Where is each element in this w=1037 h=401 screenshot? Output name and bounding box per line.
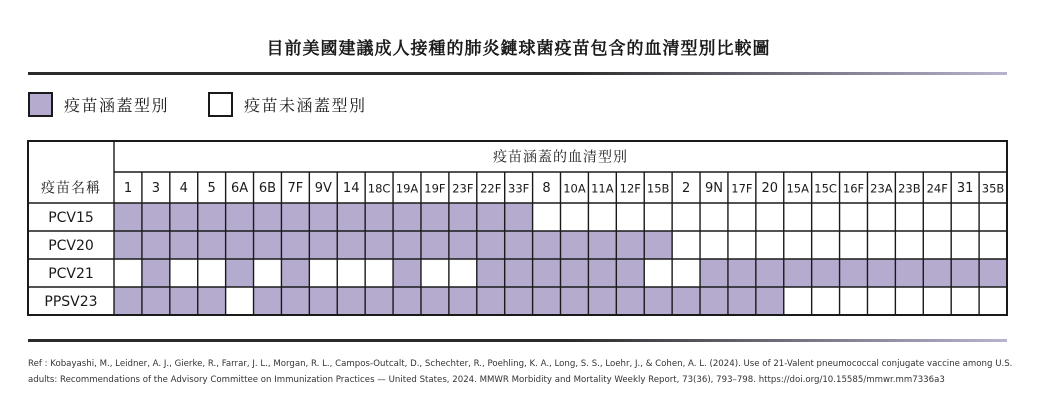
- vaccine-name: PPSV23: [44, 294, 98, 310]
- table-cell: [505, 231, 533, 259]
- table-cell: [505, 287, 533, 315]
- table-cell: [979, 203, 1007, 231]
- serotype-header: 9N: [704, 181, 723, 196]
- table-cell: [449, 203, 477, 231]
- serotype-header: 6A: [230, 181, 249, 196]
- table-cell: [170, 259, 198, 287]
- table-cell: [756, 259, 784, 287]
- serotype-header: 12F: [619, 181, 641, 196]
- table-cell: [533, 203, 561, 231]
- table-cell: [561, 203, 589, 231]
- table-cell: [700, 259, 728, 287]
- legend-not-covered-label: 疫苗未涵蓋型別: [244, 96, 367, 115]
- table-cell: [895, 287, 923, 315]
- table-cell: [142, 259, 170, 287]
- table-cell: [588, 231, 616, 259]
- table-cell: [644, 287, 672, 315]
- serotype-header: 23F: [452, 181, 474, 196]
- serotype-header: 33F: [508, 181, 530, 196]
- bottom-divider: [28, 339, 1007, 342]
- table-cell: [812, 259, 840, 287]
- table-cell: [198, 259, 226, 287]
- table-cell: [449, 231, 477, 259]
- table-cell: [337, 203, 365, 231]
- table-cell: [449, 287, 477, 315]
- table-cell: [393, 203, 421, 231]
- table-cell: [533, 231, 561, 259]
- serotype-header: 17F: [731, 181, 753, 196]
- table-cell: [784, 287, 812, 315]
- table-cell: [951, 203, 979, 231]
- table-cell: [254, 287, 282, 315]
- table-cell: [477, 231, 505, 259]
- table-cell: [728, 231, 756, 259]
- serotype-header: 18C: [367, 181, 391, 196]
- table-cell: [867, 259, 895, 287]
- serotype-header: 16F: [842, 181, 865, 196]
- table-cell: [895, 231, 923, 259]
- table-cell: [616, 259, 644, 287]
- table-cell: [198, 287, 226, 315]
- table-cell: [979, 287, 1007, 315]
- table-cell: [505, 203, 533, 231]
- table-cell: [421, 203, 449, 231]
- table-cell: [728, 287, 756, 315]
- table-cell: [672, 287, 700, 315]
- table-cell: [840, 203, 868, 231]
- serotype-header: 31: [956, 181, 974, 196]
- table-cell: [198, 231, 226, 259]
- table-cell: [923, 231, 951, 259]
- table-cell: [895, 259, 923, 287]
- serotype-header: 15C: [814, 181, 837, 196]
- table-cell: [142, 231, 170, 259]
- table-cell: [644, 259, 672, 287]
- table-cell: [979, 231, 1007, 259]
- row-header-label: 疫苗名稱: [41, 180, 101, 197]
- table-cell: [923, 259, 951, 287]
- table-cell: [449, 259, 477, 287]
- serotype-header: 3: [151, 181, 160, 196]
- serotype-header: 2: [681, 181, 691, 196]
- table-cell: [281, 259, 309, 287]
- table-cell: [561, 287, 589, 315]
- serotype-header: 9V: [314, 181, 332, 196]
- table-cell: [477, 287, 505, 315]
- table-cell: [979, 259, 1007, 287]
- table-cell: [309, 287, 337, 315]
- table-cell: [393, 231, 421, 259]
- serotype-header: 22F: [480, 181, 502, 196]
- table-cell: [588, 203, 616, 231]
- serotype-header: 14: [342, 181, 360, 196]
- table-cell: [477, 203, 505, 231]
- table-cell: [477, 259, 505, 287]
- table-cell: [812, 203, 840, 231]
- vaccine-name: PCV21: [48, 266, 94, 282]
- table-cell: [588, 259, 616, 287]
- table-cell: [700, 231, 728, 259]
- serotype-header: 6B: [258, 181, 277, 196]
- reference-citation: Ref : Kobayashi, M., Leidner, A. J., Gierke, R., Farrar, J. L., Morgan, R. L., Campos-Outcalt, D., Schechter, R., Poehling, K. A., Long, S. S., Loehr, J., & Cohen, A. L. (2024). Use of 21-Valent pneumococcal conjugate vaccine among U.S. adults: Recommendations of the Advisory Committee on Immunization Practices — United States, 2024. MMWR Morbidity and Mortality Weekly Report, 73(36), 793–798. https://doi.org/10.15585/mmwr.mm7336a3: [28, 359, 1013, 385]
- table-cell: [421, 287, 449, 315]
- table-cell: [672, 203, 700, 231]
- serotype-header: 4: [179, 181, 188, 196]
- table-cell: [951, 259, 979, 287]
- table-cell: [867, 231, 895, 259]
- table-cell: [561, 259, 589, 287]
- table-cell: [840, 231, 868, 259]
- table-cell: [561, 231, 589, 259]
- table-cell: [700, 203, 728, 231]
- table-cell: [951, 287, 979, 315]
- serotype-header: 11A: [591, 181, 614, 196]
- table-cell: [756, 231, 784, 259]
- table-cell: [226, 203, 254, 231]
- table-cell: [421, 231, 449, 259]
- serotype-header: 19A: [395, 181, 419, 196]
- table-cell: [142, 203, 170, 231]
- table-cell: [533, 259, 561, 287]
- serotype-header: 5: [207, 181, 216, 196]
- table-cell: [756, 203, 784, 231]
- table-cell: [309, 259, 337, 287]
- serotype-header: 15A: [786, 181, 809, 196]
- table-cell: [309, 231, 337, 259]
- table-cell: [114, 259, 142, 287]
- vaccine-name: PCV15: [48, 210, 94, 226]
- table-cell: [728, 203, 756, 231]
- table-cell: [923, 287, 951, 315]
- table-cell: [784, 259, 812, 287]
- table-cell: [867, 287, 895, 315]
- table-cell: [337, 231, 365, 259]
- table-cell: [616, 203, 644, 231]
- page-title: 目前美國建議成人接種的肺炎鏈球菌疫苗包含的血清型別比較圖: [266, 39, 771, 59]
- table-cell: [170, 231, 198, 259]
- table-cell: [254, 203, 282, 231]
- legend-covered-label: 疫苗涵蓋型別: [64, 96, 170, 115]
- table-cell: [784, 203, 812, 231]
- table-cell: [142, 287, 170, 315]
- group-header-label: 疫苗涵蓋的血清型別: [493, 149, 628, 166]
- serotype-header: 8: [542, 181, 551, 196]
- serotype-header: 23A: [870, 181, 893, 196]
- table-cell: [867, 203, 895, 231]
- table-cell: [588, 287, 616, 315]
- table-cell: [309, 203, 337, 231]
- table-cell: [170, 203, 198, 231]
- serotype-header: 24F: [926, 181, 948, 196]
- table-cell: [114, 231, 142, 259]
- serotype-header: 10A: [563, 181, 586, 196]
- table-cell: [114, 287, 142, 315]
- serotype-header: 1: [123, 181, 133, 196]
- table-cell: [393, 287, 421, 315]
- table-cell: [254, 259, 282, 287]
- table-cell: [784, 231, 812, 259]
- serotype-header: 19F: [424, 181, 446, 196]
- table-cell: [533, 287, 561, 315]
- vaccine-name: PCV20: [48, 238, 94, 254]
- table-cell: [616, 287, 644, 315]
- table-cell: [895, 203, 923, 231]
- table-cell: [114, 203, 142, 231]
- table-cell: [365, 259, 393, 287]
- table-cell: [840, 259, 868, 287]
- table-cell: [365, 287, 393, 315]
- table-cell: [951, 231, 979, 259]
- table-cell: [644, 231, 672, 259]
- table-cell: [281, 203, 309, 231]
- table-cell: [226, 287, 254, 315]
- table-cell: [728, 259, 756, 287]
- table-cell: [812, 231, 840, 259]
- serotype-header: 20: [761, 181, 779, 196]
- table-cell: [281, 231, 309, 259]
- table-cell: [337, 259, 365, 287]
- table-cell: [616, 231, 644, 259]
- table-cell: [365, 231, 393, 259]
- table-cell: [337, 287, 365, 315]
- table-cell: [421, 259, 449, 287]
- table-cell: [226, 231, 254, 259]
- table-cell: [254, 231, 282, 259]
- table-cell: [365, 203, 393, 231]
- serotype-header: 35B: [981, 181, 1005, 196]
- table-cell: [505, 259, 533, 287]
- table-cell: [756, 287, 784, 315]
- table-cell: [840, 287, 868, 315]
- table-cell: [672, 259, 700, 287]
- table-cell: [281, 287, 309, 315]
- serotype-header: 7F: [287, 181, 304, 196]
- table-cell: [393, 259, 421, 287]
- serotype-header: 15B: [646, 181, 670, 196]
- table-cell: [226, 259, 254, 287]
- table-cell: [198, 203, 226, 231]
- table-cell: [170, 287, 198, 315]
- table-cell: [672, 231, 700, 259]
- table-cell: [812, 287, 840, 315]
- table-cell: [644, 203, 672, 231]
- serotype-header: 23B: [898, 181, 921, 196]
- table-cell: [923, 203, 951, 231]
- table-cell: [700, 287, 728, 315]
